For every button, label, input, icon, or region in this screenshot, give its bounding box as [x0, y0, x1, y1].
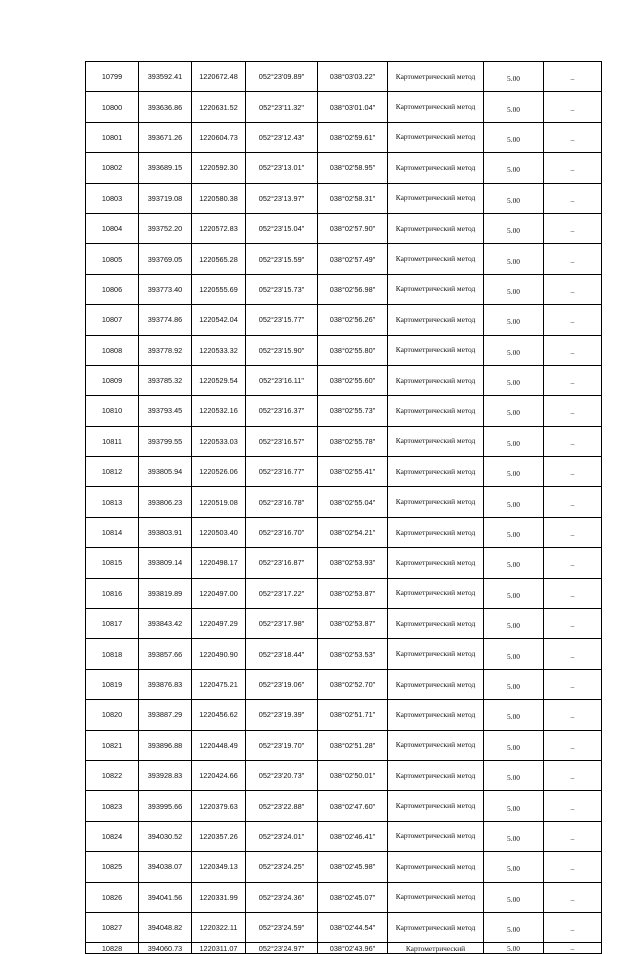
coordinates-table-container — [85, 61, 601, 954]
longitude-cell: 038°02'52.70" — [318, 669, 388, 699]
table-row — [86, 122, 602, 152]
accuracy-cell: 5.00 — [484, 274, 544, 304]
point-number-cell: 10817 — [86, 609, 139, 639]
point-number-cell: 10801 — [86, 122, 139, 152]
table-row — [86, 305, 602, 335]
accuracy-cell: 5.00 — [484, 548, 544, 578]
y-coordinate-cell: 1220497.00 — [192, 578, 246, 608]
y-coordinate-cell: 1220357.26 — [192, 821, 246, 851]
note-cell: – — [544, 244, 602, 274]
latitude-cell: 052°23'16.70" — [246, 517, 318, 547]
latitude-cell: 052°23'13.01" — [246, 153, 318, 183]
method-cell: Картометрический метод — [388, 821, 484, 851]
latitude-cell: 052°23'15.04" — [246, 213, 318, 243]
note-cell: – — [544, 305, 602, 335]
latitude-cell: 052°23'24.25" — [246, 852, 318, 882]
note-cell: – — [544, 153, 602, 183]
y-coordinate-cell: 1220475.21 — [192, 669, 246, 699]
method-cell: Картометрический метод — [388, 274, 484, 304]
point-number-cell: 10816 — [86, 578, 139, 608]
point-number-cell: 10803 — [86, 183, 139, 213]
longitude-cell: 038°02'55.04" — [318, 487, 388, 517]
longitude-cell: 038°02'57.90" — [318, 213, 388, 243]
point-number-cell: 10820 — [86, 700, 139, 730]
x-coordinate-cell: 393592.41 — [139, 62, 192, 92]
latitude-cell: 052°23'15.77" — [246, 305, 318, 335]
method-cell: Картометрический метод — [388, 730, 484, 760]
table-row — [86, 609, 602, 639]
x-coordinate-cell: 393819.89 — [139, 578, 192, 608]
point-number-cell: 10823 — [86, 791, 139, 821]
point-number-cell: 10819 — [86, 669, 139, 699]
point-number-cell: 10822 — [86, 760, 139, 790]
longitude-cell: 038°02'55.60" — [318, 365, 388, 395]
y-coordinate-cell: 1220519.08 — [192, 487, 246, 517]
point-number-cell: 10812 — [86, 457, 139, 487]
x-coordinate-cell: 393769.05 — [139, 244, 192, 274]
note-cell: – — [544, 760, 602, 790]
table-row — [86, 274, 602, 304]
longitude-cell: 038°02'45.07" — [318, 882, 388, 912]
table-row — [86, 92, 602, 122]
table-row — [86, 852, 602, 882]
latitude-cell: 052°23'16.78" — [246, 487, 318, 517]
latitude-cell: 052°23'22.88" — [246, 791, 318, 821]
x-coordinate-cell: 393876.83 — [139, 669, 192, 699]
x-coordinate-cell: 393799.55 — [139, 426, 192, 456]
accuracy-cell: 5.00 — [484, 457, 544, 487]
longitude-cell: 038°02'44.54" — [318, 912, 388, 942]
method-cell: Картометрический метод — [388, 791, 484, 821]
x-coordinate-cell: 393805.94 — [139, 457, 192, 487]
note-cell: – — [544, 396, 602, 426]
y-coordinate-cell: 1220503.40 — [192, 517, 246, 547]
method-cell: Картометрический метод — [388, 62, 484, 92]
latitude-cell: 052°23'17.22" — [246, 578, 318, 608]
table-row — [86, 457, 602, 487]
table-row — [86, 183, 602, 213]
latitude-cell: 052°23'15.59" — [246, 244, 318, 274]
method-cell: Картометрический метод — [388, 396, 484, 426]
point-number-cell: 10804 — [86, 213, 139, 243]
x-coordinate-cell: 393806.23 — [139, 487, 192, 517]
accuracy-cell: 5.00 — [484, 183, 544, 213]
x-coordinate-cell: 393636.86 — [139, 92, 192, 122]
y-coordinate-cell: 1220542.04 — [192, 305, 246, 335]
latitude-cell: 052°23'24.01" — [246, 821, 318, 851]
note-cell: – — [544, 912, 602, 942]
point-number-cell: 10807 — [86, 305, 139, 335]
x-coordinate-cell: 393995.66 — [139, 791, 192, 821]
y-coordinate-cell: 1220672.48 — [192, 62, 246, 92]
x-coordinate-cell: 394030.52 — [139, 821, 192, 851]
x-coordinate-cell: 393803.91 — [139, 517, 192, 547]
latitude-cell: 052°23'16.87" — [246, 548, 318, 578]
longitude-cell: 038°03'03.22" — [318, 62, 388, 92]
point-number-cell: 10806 — [86, 274, 139, 304]
y-coordinate-cell: 1220448.49 — [192, 730, 246, 760]
note-cell: – — [544, 852, 602, 882]
note-cell: – — [544, 882, 602, 912]
accuracy-cell: 5.00 — [484, 365, 544, 395]
point-number-cell: 10818 — [86, 639, 139, 669]
latitude-cell: 052°23'17.98" — [246, 609, 318, 639]
latitude-cell: 052°23'19.06" — [246, 669, 318, 699]
accuracy-cell: 5.00 — [484, 852, 544, 882]
accuracy-cell: 5.00 — [484, 730, 544, 760]
table-row — [86, 396, 602, 426]
x-coordinate-cell: 394048.82 — [139, 912, 192, 942]
longitude-cell: 038°02'51.28" — [318, 730, 388, 760]
table-row — [86, 912, 602, 942]
point-number-cell: 10827 — [86, 912, 139, 942]
latitude-cell: 052°23'15.90" — [246, 335, 318, 365]
accuracy-cell: 5.00 — [484, 517, 544, 547]
latitude-cell: 052°23'15.73" — [246, 274, 318, 304]
y-coordinate-cell: 1220565.28 — [192, 244, 246, 274]
note-cell: – — [544, 700, 602, 730]
latitude-cell: 052°23'13.97" — [246, 183, 318, 213]
latitude-cell: 052°23'16.57" — [246, 426, 318, 456]
method-cell: Картометрический метод — [388, 669, 484, 699]
latitude-cell: 052°23'24.36" — [246, 882, 318, 912]
method-cell: Картометрический метод — [388, 700, 484, 730]
note-cell: – — [544, 578, 602, 608]
method-cell: Картометрический метод — [388, 213, 484, 243]
point-number-cell: 10825 — [86, 852, 139, 882]
point-number-cell: 10810 — [86, 396, 139, 426]
point-number-cell: 10826 — [86, 882, 139, 912]
y-coordinate-cell: 1220529.54 — [192, 365, 246, 395]
longitude-cell: 038°02'58.31" — [318, 183, 388, 213]
method-cell: Картометрический метод — [388, 305, 484, 335]
x-coordinate-cell: 393887.29 — [139, 700, 192, 730]
longitude-cell: 038°02'55.41" — [318, 457, 388, 487]
accuracy-cell: 5.00 — [484, 305, 544, 335]
method-cell: Картометрический метод — [388, 852, 484, 882]
longitude-cell: 038°02'43.96" — [318, 943, 388, 954]
x-coordinate-cell: 393778.92 — [139, 335, 192, 365]
note-cell: – — [544, 609, 602, 639]
longitude-cell: 038°02'50.01" — [318, 760, 388, 790]
table-row — [86, 244, 602, 274]
point-number-cell: 10811 — [86, 426, 139, 456]
y-coordinate-cell: 1220379.63 — [192, 791, 246, 821]
y-coordinate-cell: 1220572.83 — [192, 213, 246, 243]
method-cell: Картометрический метод — [388, 487, 484, 517]
method-cell: Картометрический метод — [388, 760, 484, 790]
x-coordinate-cell: 393719.08 — [139, 183, 192, 213]
latitude-cell: 052°23'24.59" — [246, 912, 318, 942]
longitude-cell: 038°02'47.60" — [318, 791, 388, 821]
accuracy-cell: 5.00 — [484, 669, 544, 699]
point-number-cell: 10824 — [86, 821, 139, 851]
table-row — [86, 365, 602, 395]
note-cell: – — [544, 426, 602, 456]
method-cell: Картометрический метод — [388, 122, 484, 152]
point-number-cell: 10800 — [86, 92, 139, 122]
table-row — [86, 760, 602, 790]
accuracy-cell: 5.00 — [484, 700, 544, 730]
accuracy-cell: 5.00 — [484, 487, 544, 517]
method-cell: Картометрический метод — [388, 244, 484, 274]
y-coordinate-cell: 1220533.03 — [192, 426, 246, 456]
accuracy-cell: 5.00 — [484, 760, 544, 790]
accuracy-cell: 5.00 — [484, 609, 544, 639]
x-coordinate-cell: 393793.45 — [139, 396, 192, 426]
table-row — [86, 821, 602, 851]
method-cell: Картометрический метод — [388, 153, 484, 183]
note-cell: – — [544, 791, 602, 821]
note-cell: – — [544, 669, 602, 699]
x-coordinate-cell: 393785.32 — [139, 365, 192, 395]
table-row — [86, 548, 602, 578]
method-cell: Картометрический — [388, 943, 484, 954]
latitude-cell: 052°23'18.44" — [246, 639, 318, 669]
longitude-cell: 038°02'54.21" — [318, 517, 388, 547]
y-coordinate-cell: 1220631.52 — [192, 92, 246, 122]
table-body — [86, 62, 602, 954]
note-cell: – — [544, 730, 602, 760]
accuracy-cell: 5.00 — [484, 335, 544, 365]
longitude-cell: 038°02'57.49" — [318, 244, 388, 274]
method-cell: Картометрический метод — [388, 639, 484, 669]
table-row — [86, 578, 602, 608]
latitude-cell: 052°23'16.77" — [246, 457, 318, 487]
longitude-cell: 038°02'51.71" — [318, 700, 388, 730]
latitude-cell: 052°23'20.73" — [246, 760, 318, 790]
y-coordinate-cell: 1220526.06 — [192, 457, 246, 487]
accuracy-cell: 5.00 — [484, 396, 544, 426]
accuracy-cell: 5.00 — [484, 213, 544, 243]
x-coordinate-cell: 393689.15 — [139, 153, 192, 183]
latitude-cell: 052°23'24.97" — [246, 943, 318, 954]
longitude-cell: 038°02'53.87" — [318, 578, 388, 608]
accuracy-cell: 5.00 — [484, 912, 544, 942]
latitude-cell: 052°23'16.37" — [246, 396, 318, 426]
longitude-cell: 038°02'53.53" — [318, 639, 388, 669]
table-row — [86, 426, 602, 456]
x-coordinate-cell: 393896.88 — [139, 730, 192, 760]
y-coordinate-cell: 1220555.69 — [192, 274, 246, 304]
table-row — [86, 335, 602, 365]
table-row — [86, 669, 602, 699]
longitude-cell: 038°02'55.78" — [318, 426, 388, 456]
table-row — [86, 943, 602, 954]
method-cell: Картометрический метод — [388, 517, 484, 547]
note-cell: – — [544, 335, 602, 365]
note-cell: – — [544, 92, 602, 122]
x-coordinate-cell: 393752.20 — [139, 213, 192, 243]
accuracy-cell: 5.00 — [484, 122, 544, 152]
table-row — [86, 730, 602, 760]
y-coordinate-cell: 1220490.90 — [192, 639, 246, 669]
y-coordinate-cell: 1220532.16 — [192, 396, 246, 426]
accuracy-cell: 5.00 — [484, 244, 544, 274]
x-coordinate-cell: 393843.42 — [139, 609, 192, 639]
note-cell: – — [544, 943, 602, 954]
note-cell: – — [544, 639, 602, 669]
method-cell: Картометрический метод — [388, 578, 484, 608]
accuracy-cell: 5.00 — [484, 882, 544, 912]
longitude-cell: 038°02'53.87" — [318, 609, 388, 639]
longitude-cell: 038°02'53.93" — [318, 548, 388, 578]
y-coordinate-cell: 1220533.32 — [192, 335, 246, 365]
note-cell: – — [544, 365, 602, 395]
table-row — [86, 153, 602, 183]
point-number-cell: 10809 — [86, 365, 139, 395]
method-cell: Картометрический метод — [388, 365, 484, 395]
latitude-cell: 052°23'19.70" — [246, 730, 318, 760]
table-row — [86, 62, 602, 92]
latitude-cell: 052°23'11.32" — [246, 92, 318, 122]
x-coordinate-cell: 393857.66 — [139, 639, 192, 669]
note-cell: – — [544, 457, 602, 487]
note-cell: – — [544, 821, 602, 851]
table-row — [86, 639, 602, 669]
latitude-cell: 052°23'19.39" — [246, 700, 318, 730]
y-coordinate-cell: 1220331.99 — [192, 882, 246, 912]
longitude-cell: 038°02'45.98" — [318, 852, 388, 882]
x-coordinate-cell: 393773.40 — [139, 274, 192, 304]
x-coordinate-cell: 394041.56 — [139, 882, 192, 912]
point-number-cell: 10813 — [86, 487, 139, 517]
accuracy-cell: 5.00 — [484, 62, 544, 92]
accuracy-cell: 5.00 — [484, 639, 544, 669]
y-coordinate-cell: 1220497.29 — [192, 609, 246, 639]
longitude-cell: 038°02'58.95" — [318, 153, 388, 183]
y-coordinate-cell: 1220456.62 — [192, 700, 246, 730]
x-coordinate-cell: 394038.07 — [139, 852, 192, 882]
accuracy-cell: 5.00 — [484, 426, 544, 456]
x-coordinate-cell: 393928.83 — [139, 760, 192, 790]
longitude-cell: 038°02'56.26" — [318, 305, 388, 335]
y-coordinate-cell: 1220322.11 — [192, 912, 246, 942]
table-row — [86, 882, 602, 912]
x-coordinate-cell: 394060.73 — [139, 943, 192, 954]
accuracy-cell: 5.00 — [484, 92, 544, 122]
method-cell: Картометрический метод — [388, 335, 484, 365]
longitude-cell: 038°03'01.04" — [318, 92, 388, 122]
y-coordinate-cell: 1220311.07 — [192, 943, 246, 954]
table-row — [86, 487, 602, 517]
note-cell: – — [544, 62, 602, 92]
y-coordinate-cell: 1220498.17 — [192, 548, 246, 578]
y-coordinate-cell: 1220604.73 — [192, 122, 246, 152]
method-cell: Картометрический метод — [388, 183, 484, 213]
accuracy-cell: 5.00 — [484, 153, 544, 183]
x-coordinate-cell: 393774.86 — [139, 305, 192, 335]
y-coordinate-cell: 1220424.66 — [192, 760, 246, 790]
latitude-cell: 052°23'16.11" — [246, 365, 318, 395]
longitude-cell: 038°02'55.80" — [318, 335, 388, 365]
point-number-cell: 10799 — [86, 62, 139, 92]
note-cell: – — [544, 213, 602, 243]
method-cell: Картометрический метод — [388, 882, 484, 912]
note-cell: – — [544, 517, 602, 547]
accuracy-cell: 5.00 — [484, 943, 544, 954]
method-cell: Картометрический метод — [388, 912, 484, 942]
accuracy-cell: 5.00 — [484, 791, 544, 821]
x-coordinate-cell: 393809.14 — [139, 548, 192, 578]
longitude-cell: 038°02'59.61" — [318, 122, 388, 152]
table-row — [86, 700, 602, 730]
point-number-cell: 10808 — [86, 335, 139, 365]
point-number-cell: 10814 — [86, 517, 139, 547]
latitude-cell: 052°23'09.89" — [246, 62, 318, 92]
accuracy-cell: 5.00 — [484, 578, 544, 608]
point-number-cell: 10815 — [86, 548, 139, 578]
longitude-cell: 038°02'56.98" — [318, 274, 388, 304]
x-coordinate-cell: 393671.26 — [139, 122, 192, 152]
method-cell: Картометрический метод — [388, 426, 484, 456]
coordinates-table — [85, 61, 602, 954]
note-cell: – — [544, 274, 602, 304]
latitude-cell: 052°23'12.43" — [246, 122, 318, 152]
longitude-cell: 038°02'55.73" — [318, 396, 388, 426]
note-cell: – — [544, 487, 602, 517]
table-row — [86, 213, 602, 243]
method-cell: Картометрический метод — [388, 548, 484, 578]
point-number-cell: 10828 — [86, 943, 139, 954]
point-number-cell: 10821 — [86, 730, 139, 760]
note-cell: – — [544, 183, 602, 213]
method-cell: Картометрический метод — [388, 457, 484, 487]
y-coordinate-cell: 1220580.38 — [192, 183, 246, 213]
point-number-cell: 10802 — [86, 153, 139, 183]
point-number-cell: 10805 — [86, 244, 139, 274]
method-cell: Картометрический метод — [388, 92, 484, 122]
accuracy-cell: 5.00 — [484, 821, 544, 851]
y-coordinate-cell: 1220592.30 — [192, 153, 246, 183]
longitude-cell: 038°02'46.41" — [318, 821, 388, 851]
y-coordinate-cell: 1220349.13 — [192, 852, 246, 882]
table-row — [86, 791, 602, 821]
note-cell: – — [544, 548, 602, 578]
note-cell: – — [544, 122, 602, 152]
method-cell: Картометрический метод — [388, 609, 484, 639]
table-row — [86, 517, 602, 547]
